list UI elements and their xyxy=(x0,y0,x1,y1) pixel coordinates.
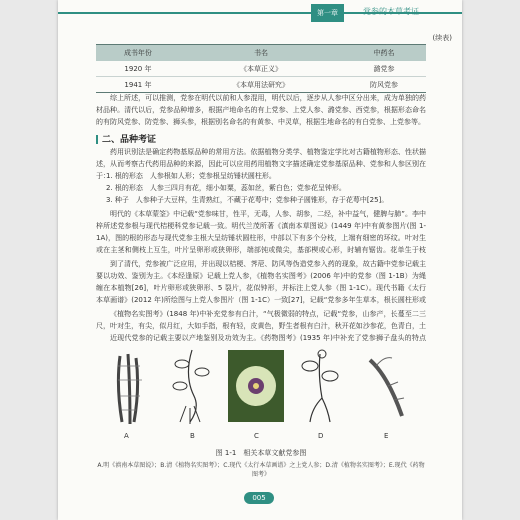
figure-a-root-drawing xyxy=(100,346,156,426)
book-page xyxy=(58,0,462,520)
criteria-list xyxy=(106,170,426,206)
list-item: 3. 种子 人参种子大豆样，生青熟红，不藏于花萼中；党参种子圆锥形，存于花萼中[25]。 xyxy=(106,196,389,204)
figure-caption: 图 1-1 相关本草文献党参图 xyxy=(215,449,307,457)
qing-paragraph: 到了清代，党参被广泛应用，并出现以桔梗、荠苨、防风等伪造党参入药的现象，故古籍中党参记载主要以功效、鉴别为主。《本经逢原》记载上党人参，《植物名实图考》(2006 年)中的党参（图 1-1B）为绳缠在本植物[26]，叶片卵形或狭卵形、5 裂片，花似钟形，并标注上党人参（图 1-1C）。现代书籍《太行本草画谱》(2012 年)所绘图与上党人参图片（图 1-1C）一致[27]，记载“党参多年生草本，根长圆柱形或 xyxy=(96,260,426,304)
ming-paragraph: 明代的《本草蒙筌》中记载“党参味甘，性平，无毒，人参、胡参，二经，补中益气，健脾与肺”。李中梓所述党参根与现代桔梗科党参记载一致。明代兰茂所著《滇南本草图说》(1449 年)中有黄参图片(图 1-1A)，图的根的形态与现代党参主根大呈纺锤状圆柱形，中部以下有多个分枝，上端有细密的环纹。叶对生或在主茎和侧枝上互生，叶片呈卵形或狭卵形，端部钝或微尖，基部楔或心形，时辅有锯齿。花单生于枝 xyxy=(96,210,426,254)
section-marker xyxy=(96,135,98,144)
running-title: 党参的本草考证 xyxy=(363,7,419,16)
figure-label-a: A xyxy=(124,432,129,440)
figure-b-vine-drawing xyxy=(164,346,220,426)
figure-label-e: E xyxy=(384,432,389,440)
table-header: 书名 xyxy=(180,45,342,62)
era-name-table xyxy=(96,44,426,93)
figure-label-d: D xyxy=(318,432,324,440)
summary-paragraph: 综上所述，可以推测，党参在明代以前和人参混用，明代以后，逐步从人参中区分出来，成为单独的药材品种。清代以后，党参品种增多，根据产地命名的有上党参、上党人参、潞党参、西党参，根据形态命名的有防风党参、防党参、狮头参，根据别名命名的有黄参、中灵草，根据生地命名的有白党参、上党参等。 xyxy=(96,94,426,126)
table-row xyxy=(96,77,426,93)
chapter-badge: 第一章 xyxy=(311,4,344,22)
table-cell: 防风党参 xyxy=(342,77,426,93)
section-title: 二、品种考证 xyxy=(102,135,157,145)
figure-d-plant-drawing xyxy=(292,346,348,426)
table-continued-label: (续表) xyxy=(432,34,452,42)
intro-paragraph: 药用识别法是确定药物基原品种的常用方法。依据植物分类学、植物鉴定学比对古籍植物形态、性状描述，从而考察古代药用品种的来源，因此可以应用药用植物文字描述确定党参基原品种、党参和人参区别在于： xyxy=(96,148,426,180)
table-row xyxy=(96,61,426,77)
table-cell: 1920 年 xyxy=(96,61,180,77)
table-cell: 《本草用法研究》 xyxy=(180,77,342,93)
list-item: 1. 根的形态 人参根如人形；党参根呈纺锤状圆柱形。 xyxy=(106,172,276,180)
table-cell: 1941 年 xyxy=(96,77,180,93)
list-item: 2. 根的形态 人参三四月有花，细小如粟，蕊如丝，紫白色；党参花呈钟形。 xyxy=(106,184,346,192)
figure-c-flower-photo xyxy=(228,346,284,426)
figure-panel xyxy=(96,346,426,444)
table-header-row xyxy=(96,45,426,62)
figure-label-b: B xyxy=(190,432,195,440)
table-cell: 《本草正义》 xyxy=(180,61,342,77)
figure-subcaption: A.明《滇南本草图说》；B.清《植物名实图考》；C.现代《太行本草画谱》之上党人参；D.清《植物名实图考》；E.现代《药物图考》 xyxy=(97,462,425,478)
table-header: 中药名 xyxy=(342,45,426,62)
page-header xyxy=(58,0,462,26)
figure-label-c: C xyxy=(254,432,259,440)
section-heading xyxy=(96,132,156,145)
page-number: 005 xyxy=(244,492,274,504)
modern-paragraph: 近现代党参的记载主要以产地鉴别及功效为主。《药物图考》(1935 年)中补充了党参狮子盘头的特点 xyxy=(110,334,426,342)
zhiwu-paragraph: 《植物名实图考》(1848 年)中补充党参有白汁，“气极微弱的特点，记载“党参，山参产，长蔓至二三尺，叶对生，有尖，似月红，大如手指，根有轻，皮黄色，野生者根有白汁，秋开花如沙参花，色青白，土 xyxy=(96,310,426,330)
table-header: 成书年份 xyxy=(96,45,180,62)
table-cell: 潞党参 xyxy=(342,61,426,77)
figure-e-root-drawing xyxy=(358,346,414,426)
